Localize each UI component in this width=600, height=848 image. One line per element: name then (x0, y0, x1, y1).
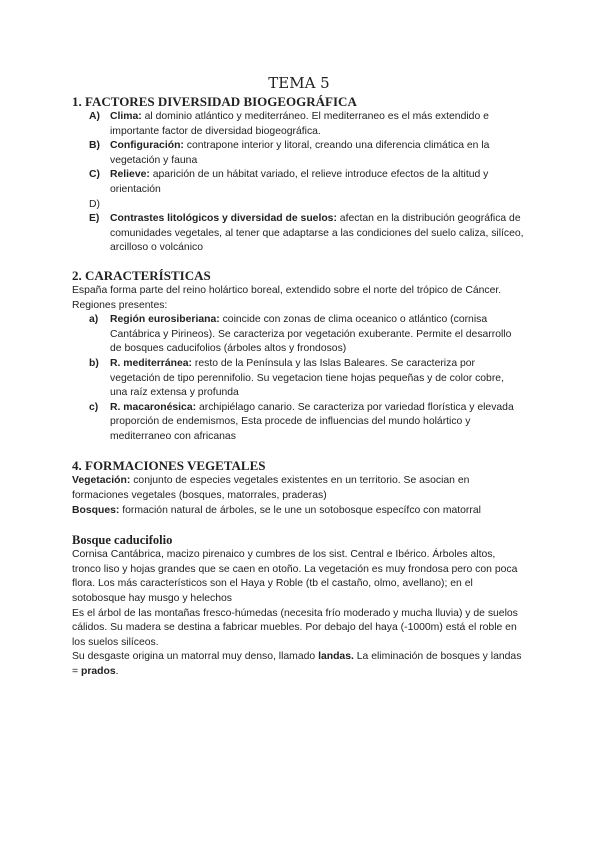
list-marker: c) (89, 401, 99, 413)
bosque-p3-text-c: La eliminación de bosques y landas = (72, 651, 522, 677)
item-term: Región eurosiberiana: (110, 314, 220, 326)
page-title: TEMA 5 (268, 74, 330, 92)
landas-term: landas. (318, 651, 354, 663)
bosque-p3-text-e: . (115, 666, 119, 677)
item-text: resto de la Península y las Islas Baleares. Se caracteriza por vegetación de tipo perennifolio. Su vegetacion tiene hojas pequeñas y de color cobre, una raíz extensa y profunda (110, 357, 504, 399)
item-term: Relieve: (110, 169, 150, 181)
list-marker: b) (89, 357, 99, 369)
list-item (72, 110, 524, 139)
bosque-p3-text-a: Su desgaste origina un matorral muy denso, llamado (72, 651, 319, 663)
list-marker: C) (89, 169, 100, 181)
list-marker: D) (89, 198, 100, 210)
section-1-list (72, 110, 524, 256)
section-4-heading: 4. FORMACIONES VEGETALES (72, 458, 266, 474)
vegetacion-definition (72, 474, 524, 503)
item-term: R. macaronésica: (110, 401, 197, 413)
list-item (72, 198, 524, 213)
bosque-paragraph-1: Cornisa Cantábrica, macizo pirenaico y cumbres de los sist. Central e Ibérico. Árboles altos, tronco liso y hojas grandes que se caen en otoño. La vegetación es muy frondosa pero con poca flora. Los más característicos son el Haya y Roble (tb el castaño, olmo, avellano); en el sotobosque hay musgo y helechos (72, 549, 518, 605)
bosque-caducifolio-heading: Bosque caducifolio (72, 533, 173, 548)
section-2-intro: España forma parte del reino holártico boreal, extendido sobre el norte del trópico de Cáncer. Regiones presentes: (72, 284, 502, 311)
spacer (72, 518, 524, 532)
document-content (72, 74, 524, 680)
list-marker: a) (89, 314, 99, 326)
list-marker: A) (89, 111, 100, 122)
list-marker: E) (89, 213, 100, 225)
list-item (72, 357, 524, 401)
list-item (72, 401, 524, 445)
item-term: Contrastes litológicos y diversidad de suelos: (110, 213, 337, 225)
vegetacion-text: conjunto de especies vegetales existentes en un territorio. Se asocian en formaciones vegetales (bosques, matorrales, praderas) (72, 475, 470, 502)
vegetacion-term: Vegetación: (72, 475, 131, 487)
bosque-paragraph-3 (72, 650, 524, 679)
spacer (72, 444, 524, 458)
spacer (72, 256, 524, 268)
list-marker: B) (89, 140, 100, 152)
item-text: coincide con zonas de clima oceanico o atlántico (cornisa Cantábrica y Pirineos). Se caracteriza por vegetación exuberante. Permite el desarrollo de bosques caducifolios (árboles altos y frondosos) (110, 314, 512, 355)
item-term: R. mediterránea: (110, 357, 192, 369)
section-2-heading: 2. CARACTERÍSTICAS (72, 267, 211, 283)
list-item (72, 168, 524, 197)
item-text: al dominio atlántico y mediterráneo. El mediterraneo es el más extendido e importante factor de diversidad biogeográfica. (110, 111, 489, 137)
bosques-text: formación natural de árboles, se le une un sotobosque específco con matorral (119, 504, 481, 516)
bosques-definition (72, 504, 524, 519)
section-1-heading: 1. FACTORES DIVERSIDAD BIOGEOGRÁFICA (72, 94, 357, 109)
list-item (72, 139, 524, 168)
prados-term: prados (80, 666, 116, 677)
item-text: archipiélago canario. Se caracteriza por variedad florística y elevada proporción de endemismos, Esta procede de influencias del mundo holártico y mediterraneo con africanas (110, 401, 514, 442)
list-item (72, 212, 524, 256)
item-term: Configuración: (110, 140, 184, 152)
list-item (72, 313, 524, 357)
section-2-list (72, 313, 524, 444)
bosque-paragraph-2: Es el árbol de las montañas fresco-húmedas (necesita frío moderado y mucha lluvia) y de suelos cálidos. Su madera se destina a fabricar muebles. Por debajo del haya (-1000m) está el roble en los suelos silíceos. (72, 607, 518, 648)
bosques-term: Bosques: (72, 504, 120, 516)
item-text: afectan en la distribución geográfica de comunidades vegetales, al tener que adaptarse a las condiciones del suelo caliza, silíceo, arcilloso o volcánico (110, 213, 524, 254)
item-text: aparición de un hábitat variado, el relieve introduce efectos de la altitud y orientación (110, 169, 489, 195)
item-text: contrapone interior y litoral, creando una diferencia climática en la vegetación y fauna (110, 140, 490, 166)
item-term: Clima: (110, 111, 142, 122)
